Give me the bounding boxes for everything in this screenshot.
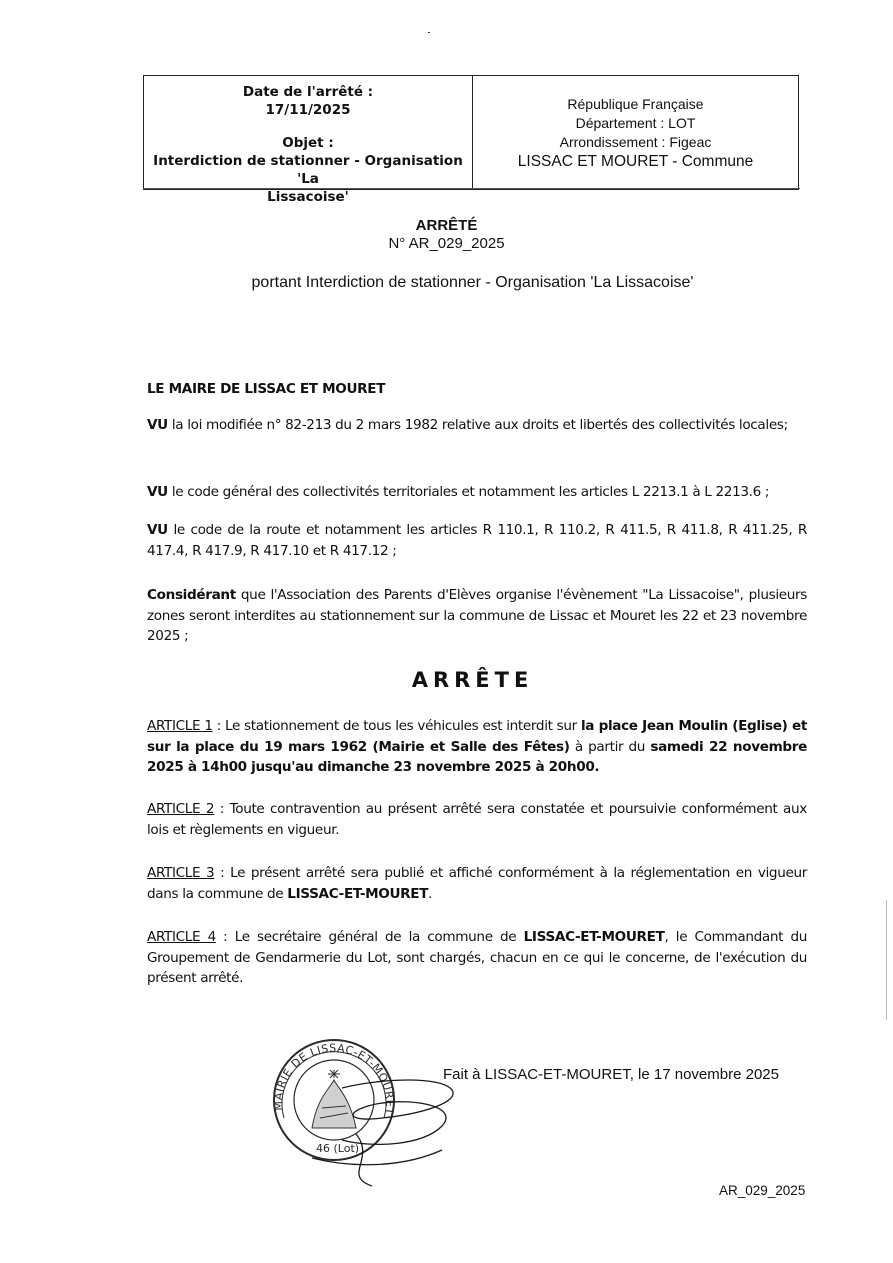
article-1-dates: samedi 22 novembre 2025 à 14h00 jusqu'au dimanche 23 novembre 2025 à 20h00. — [147, 738, 807, 775]
scan-edge-mark — [886, 900, 887, 1020]
vu-paragraph-3 — [147, 520, 807, 561]
arrondissement: Arrondissement : Figeac — [559, 134, 712, 150]
doc-number: N° AR_029_2025 — [388, 235, 505, 252]
considerant-paragraph — [147, 585, 807, 647]
article-1-places: la place Jean Moulin (Eglise) et sur la place du 19 mars 1962 (Mairie et Salle des Fêtes) — [147, 718, 807, 755]
considerant-text: que l'Association des Parents d'Elèves organise l'évènement "La Lissacoise", plusieurs zones seront interdites au stationnement sur la commune de Lissac et Mouret les 22 et 23 novembre 2025 ; — [147, 587, 807, 644]
fait-a-line: Fait à LISSAC-ET-MOURET, le 17 novembre 2025 — [443, 1066, 779, 1083]
doc-title: ARRÊTÉ — [415, 217, 478, 234]
vu-text: le code général des collectivités territoriales et notamment les articles L 2213.1 à L 2213.6 ; — [171, 484, 770, 500]
article-4 — [147, 927, 807, 989]
date-label: Date de l'arrêté : — [242, 84, 374, 100]
article-4-text-c: , le Commandant du Groupement de Gendarmerie du Lot, sont chargés, chacun en ce qui le concerne, de l'exécution du présent arrêté. — [147, 929, 807, 986]
vu-text: le code de la route et notamment les articles R 110.1, R 110.2, R 411.5, R 411.8, R 411.25, R 417.4, R 417.9, R 417.10 et R 417.12 ; — [147, 522, 807, 559]
article-3-commune: LISSAC-ET-MOURET — [287, 885, 429, 902]
article-3 — [147, 863, 807, 904]
arrete-heading: ARRÊTE — [411, 668, 534, 692]
article-4-text-a: : Le secrétaire général de la commune de — [215, 929, 524, 945]
article-1-label: ARTICLE 1 — [147, 718, 213, 734]
vu-keyword: VU — [147, 417, 168, 433]
article-3-text-c: . — [428, 885, 433, 902]
header-underline — [143, 188, 800, 192]
vu-keyword: VU — [147, 484, 168, 500]
objet-line1: Interdiction de stationner - Organisation 'La — [153, 153, 463, 187]
departement: Département : LOT — [575, 115, 696, 131]
article-2-text: : Toute contravention au présent arrêté sera constatée et poursuivie conformément aux lois et règlements en vigueur. — [147, 801, 807, 838]
considerant-keyword: Considérant — [147, 587, 236, 603]
article-4-label: ARTICLE 4 — [147, 929, 216, 945]
svg-text:MAIRIE DE LISSAC-ET-MOURET: MAIRIE DE LISSAC-ET-MOURET — [272, 1041, 397, 1116]
header-table — [143, 75, 799, 205]
svg-text:46 (Lot): 46 (Lot) — [316, 1142, 360, 1155]
republique: République Française — [567, 96, 704, 112]
article-3-text-a: : Le présent arrêté sera publié et affiché conformément à la réglementation en vigueur dans la commune de — [147, 865, 807, 902]
vu-paragraph-1 — [147, 415, 807, 436]
article-2 — [147, 799, 807, 840]
vu-keyword: VU — [147, 522, 168, 538]
date-value: 17/11/2025 — [265, 102, 351, 118]
doc-subject: portant Interdiction de stationner - Organisation 'La Lissacoise' — [251, 274, 694, 291]
article-1-text-a: : Le stationnement de tous les véhicules est interdit sur — [212, 718, 581, 734]
article-2-label: ARTICLE 2 — [147, 801, 215, 817]
article-1 — [147, 716, 807, 778]
mairie-seal-stamp — [272, 1018, 472, 1198]
footer-reference: AR_029_2025 — [719, 1183, 806, 1198]
article-3-label: ARTICLE 3 — [147, 865, 215, 881]
objet-line2: Lissacoise' — [267, 189, 349, 205]
vu-paragraph-2 — [147, 482, 807, 503]
scan-speck — [428, 32, 430, 33]
article-4-commune: LISSAC-ET-MOURET — [523, 929, 665, 945]
header-left-cell — [144, 76, 473, 205]
vu-text: la loi modifiée n° 82-213 du 2 mars 1982 relative aux droits et libertés des collectivités locales; — [171, 417, 788, 433]
header-right-cell — [473, 76, 798, 189]
article-1-text-c: à partir du — [569, 738, 651, 755]
objet-label: Objet : — [282, 135, 334, 151]
maire-heading: LE MAIRE DE LISSAC ET MOURET — [147, 381, 386, 397]
commune: LISSAC ET MOURET - Commune — [517, 153, 754, 170]
